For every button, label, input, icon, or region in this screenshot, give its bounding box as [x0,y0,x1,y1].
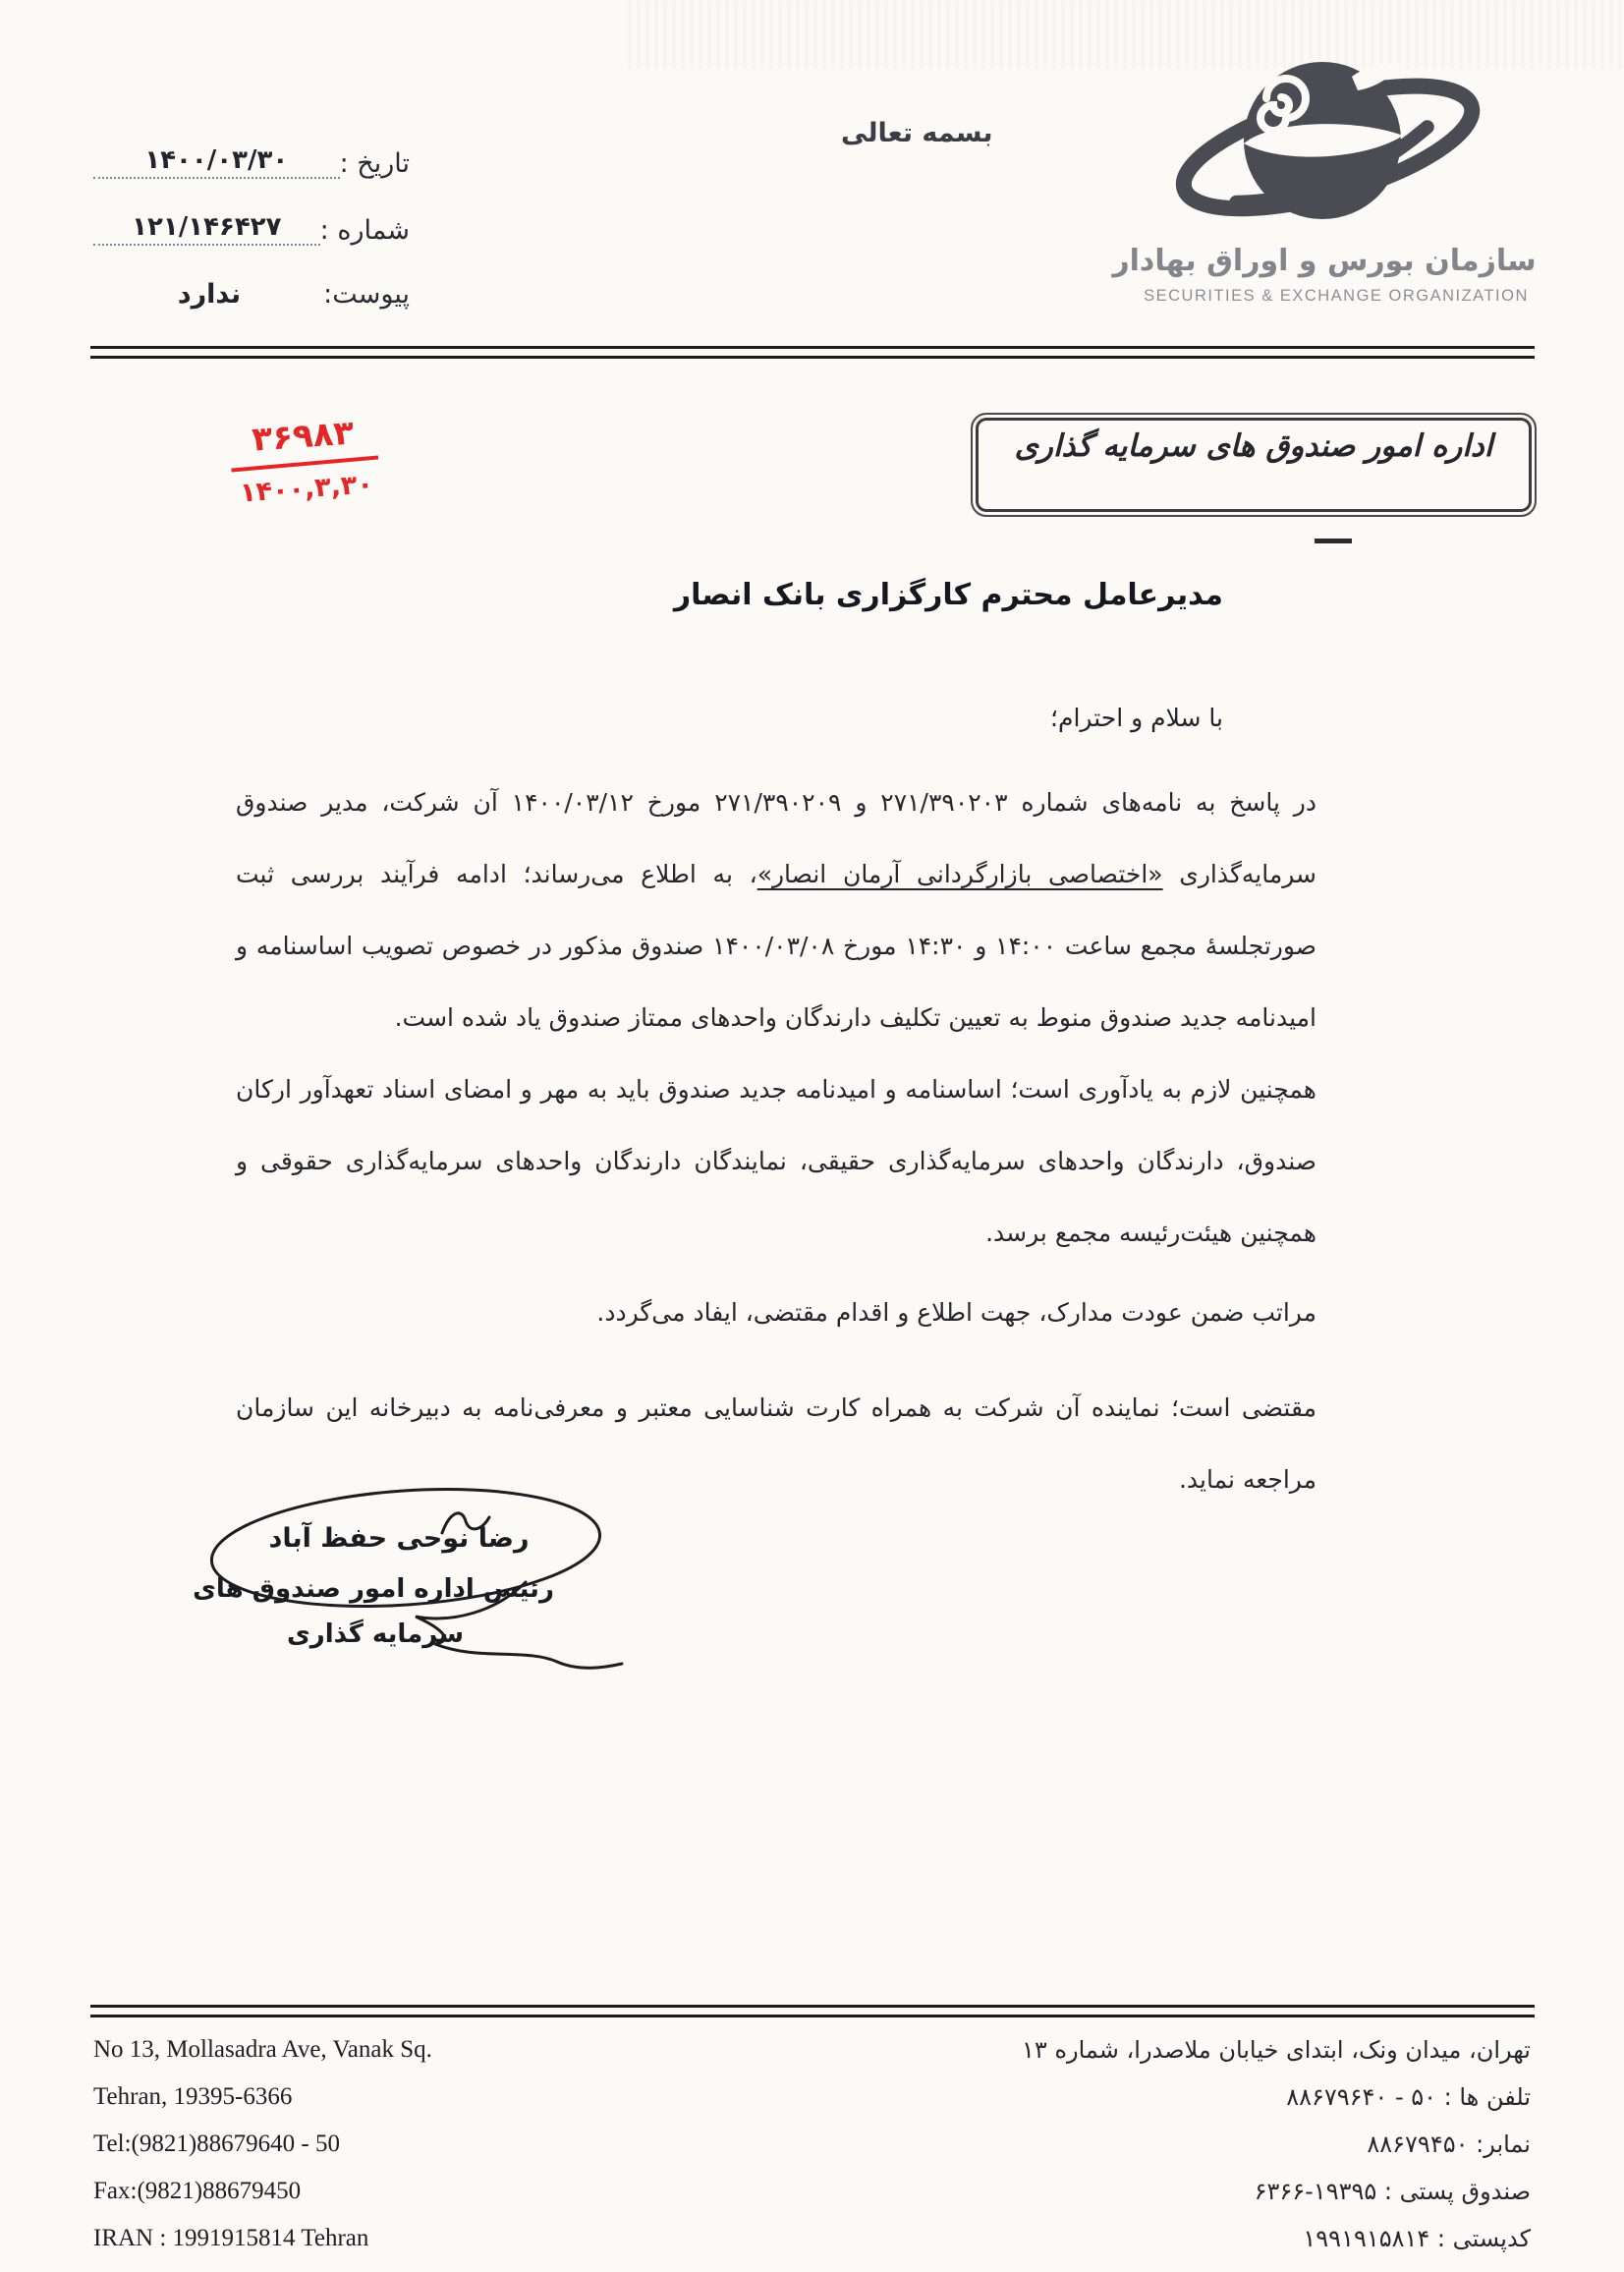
footer-en-line: No 13, Mollasadra Ave, Vanak Sq. [93,2036,432,2063]
bismillah-text: بسمه تعالی [841,118,993,148]
paragraph-1 [236,767,1316,1053]
handwritten-date: ۱۴۰۰,۳,۳۰ [239,469,374,509]
footer-en-line: Tehran, 19395-6366 [93,2083,293,2110]
department-stamp-text: اداره امور صندوق های سرمایه گذاری [1014,428,1493,464]
signer-name: رضا نوحی حفظ آباد [268,1523,530,1554]
org-name-fa: سازمان بورس و اوراق بهادار [1112,244,1537,278]
stamp-dash-mark [1315,539,1352,543]
footer-address-en [93,2026,432,2262]
attachment-value: ندارد [177,279,242,310]
department-stamp-box [971,413,1537,517]
footer-en-line: IRAN : 1991915814 Tehran [93,2225,369,2251]
handwritten-number: ۳۶۹۸۳ [251,413,356,460]
footer-fa-line: نمابر: ۸۸۶۷۹۴۵۰ [1367,2130,1531,2158]
date-row [93,145,410,179]
paragraph-3: مراتب ضمن عودت مدارک، جهت اطلاع و اقدام مقتضی، ایفاد می‌گردد. [596,1298,1316,1327]
footer-divider [90,2005,1535,2017]
p1-before: در پاسخ به نامه‌های شماره ۲۷۱/۳۹۰۲۰۳ و ۲۷۱/۳۹۰۲۰۹ مورخ ۱۴۰۰/۰۳/۱۲ آن شرکت، مدیر صندوق سرمایه‌گذاری [236,788,1317,888]
date-value: ۱۴۰۰/۰۳/۳۰ [93,145,340,179]
signer-title-line2: سرمایه گذاری [286,1619,465,1649]
saturn-planet-logo-icon [1165,37,1499,258]
p1-after: ، به اطلاع می‌رساند؛ ادامه فرآیند بررسی ثبت صورتجلسهٔ مجمع ساعت ۱۴:۰۰ و ۱۴:۳۰ مورخ ۱۴۰۰/۰۳/۰۸ صندوق مذکور در خصوص تصویب اساسنامه و امیدنامه جدید صندوق منوط به تعیین تکلیف دارندگان واحدهای ممتاز صندوق یاد شده است. [236,860,1317,1032]
number-value: ۱۲۱/۱۴۶۴۲۷ [93,212,320,246]
header-fields [93,145,410,310]
p1-fund-name-underlined: «اختصاصی بازارگردانی آرمان انصار» [756,860,1163,888]
attachment-row [93,279,410,310]
footer-address-fa [1022,2026,1531,2262]
addressee-line: مدیرعامل محترم کارگزاری بانک انصار [673,578,1223,612]
paragraph-4: مقتضی است؛ نماینده آن شرکت به همراه کارت شناسایی معتبر و معرفی‌نامه به دبیرخانه این سازمان مراجعه نماید. [236,1393,1316,1494]
footer-en-line: Fax:(9821)88679450 [93,2178,302,2204]
attachment-label: پیوست: [323,279,410,310]
footer-en-line: Tel:(9821)88679640 - 50 [93,2130,340,2157]
paragraph-2: همچنین لازم به یادآوری است؛ اساسنامه و امیدنامه جدید صندوق باید به مهر و امضای اسناد تعهدآور ارکان صندوق، دارندگان واحدهای سرمایه‌گذاری حقیقی، نمایندگان دارندگان واحدهای سرمایه‌گذاری حقوقی و همچنین هیئت‌رئیسه مجمع برسد. [236,1075,1316,1247]
number-row [93,212,410,246]
number-label: شماره : [319,215,410,246]
footer-fa-line: کدپستی : ۱۹۹۱۹۱۵۸۱۴ [1303,2225,1531,2252]
letter-body [236,767,1316,1515]
header-divider [90,346,1535,359]
signer-title-line1: رئیس اداره امور صندوق های [193,1574,554,1604]
salutation-line: با سلام و احترام؛ [1050,704,1223,732]
footer-fa-line: تهران، میدان ونک، ابتدای خیابان ملاصدرا، شماره ۱۳ [1022,2036,1531,2064]
org-name-en: SECURITIES & EXCHANGE ORGANIZATION [1144,287,1529,305]
footer-fa-line: تلفن ها : ۵۰ - ۸۸۶۷۹۶۴۰ [1286,2083,1531,2111]
handwritten-registry-note [203,410,406,511]
date-label: تاریخ : [339,148,410,179]
footer-fa-line: صندوق پستی : ۱۹۳۹۵-۶۳۶۶ [1254,2178,1531,2205]
